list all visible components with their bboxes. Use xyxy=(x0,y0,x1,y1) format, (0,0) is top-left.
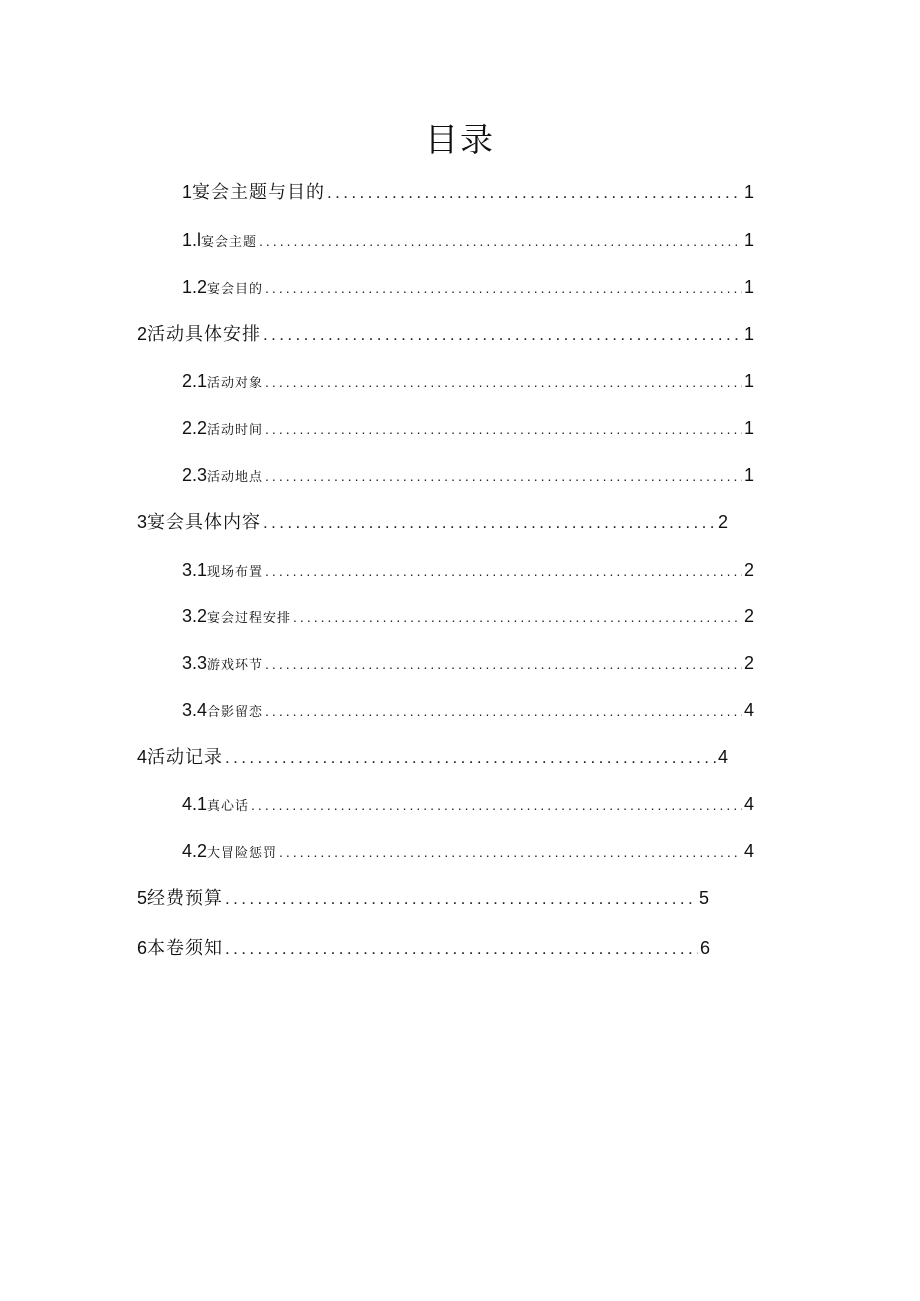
toc-entry[interactable] xyxy=(182,178,754,206)
toc-entry[interactable] xyxy=(182,790,754,818)
toc-entry-page: 4 xyxy=(743,700,754,720)
toc-entry-page: 1 xyxy=(743,371,754,391)
toc-entry-page: 1 xyxy=(743,324,754,344)
toc-entry-label: 本卷须知 xyxy=(147,938,224,959)
toc-entry-number: 3.2 xyxy=(182,606,208,626)
toc-entry[interactable] xyxy=(137,508,728,536)
toc-entry-number: 4.2 xyxy=(182,841,208,861)
toc-entry[interactable] xyxy=(137,934,710,962)
toc-entry-label: 活动地点 xyxy=(207,470,264,485)
toc-entry-label: 真心话 xyxy=(207,799,250,814)
toc-entry-page: 5 xyxy=(698,888,709,908)
toc-entry[interactable] xyxy=(182,556,754,584)
toc-leader-dots xyxy=(261,509,716,536)
toc-leader-dots xyxy=(257,227,742,254)
toc-entry-page: 1 xyxy=(743,230,754,250)
toc-title: 目录 xyxy=(425,120,495,159)
toc-entry-number: 1 xyxy=(182,182,193,202)
toc-leader-dots xyxy=(263,274,742,301)
toc-entry-label: 游戏环节 xyxy=(207,658,264,673)
toc-entry-number: 4.1 xyxy=(182,794,208,814)
toc-entry-number: 2.3 xyxy=(182,465,208,485)
toc-leader-dots xyxy=(223,935,698,962)
toc-leader-dots xyxy=(261,321,742,348)
toc-entry-label: 宴会目的 xyxy=(207,282,264,297)
toc-entry[interactable] xyxy=(182,226,754,254)
toc-entry-page: 2 xyxy=(743,606,754,626)
toc-entry[interactable] xyxy=(182,602,754,630)
toc-leader-dots xyxy=(325,179,742,206)
toc-entry-page: 1 xyxy=(743,418,754,438)
toc-entry[interactable] xyxy=(182,837,754,865)
toc-entry-number: 2 xyxy=(137,324,148,344)
toc-entry-label: 大冒险惩罚 xyxy=(207,846,278,861)
toc-entry-number: 2.1 xyxy=(182,371,208,391)
toc-entry-number: 6 xyxy=(137,938,148,958)
toc-entry-page: 4 xyxy=(743,794,754,814)
toc-entry-page: 2 xyxy=(743,653,754,673)
toc-entry[interactable] xyxy=(182,461,754,489)
toc-leader-dots xyxy=(263,415,742,442)
toc-entry-page: 4 xyxy=(743,841,754,861)
toc-entry[interactable] xyxy=(137,320,754,348)
toc-entry-number: 3.4 xyxy=(182,700,208,720)
toc-entry-number: 4 xyxy=(137,747,148,767)
toc-entry-number: 5 xyxy=(137,888,148,908)
toc-entry[interactable] xyxy=(182,367,754,395)
toc-entry[interactable] xyxy=(182,696,754,724)
toc-leader-dots xyxy=(263,650,742,677)
toc-entry-label: 宴会具体内容 xyxy=(147,512,262,533)
toc-entry[interactable] xyxy=(182,273,754,301)
toc-entry[interactable] xyxy=(182,414,754,442)
toc-leader-dots xyxy=(223,744,716,771)
toc-entry-label: 宴会过程安排 xyxy=(207,611,292,626)
toc-leader-dots xyxy=(263,462,742,489)
toc-entry-number: 2.2 xyxy=(182,418,208,438)
toc-entry-label: 宴会主题与目的 xyxy=(192,182,326,203)
toc-entry-number: 3.3 xyxy=(182,653,208,673)
toc-entry-page: 1 xyxy=(743,277,754,297)
toc-leader-dots xyxy=(249,791,742,818)
toc-entry-label: 活动具体安排 xyxy=(147,324,262,345)
toc-entry-number: 3.1 xyxy=(182,560,208,580)
toc-entry-label: 活动记录 xyxy=(147,747,224,768)
toc-entry-page: 2 xyxy=(743,560,754,580)
toc-leader-dots xyxy=(263,697,742,724)
toc-entry[interactable] xyxy=(137,743,728,771)
toc-entry-label: 经费预算 xyxy=(147,888,224,909)
toc-leader-dots xyxy=(277,838,742,865)
toc-leader-dots xyxy=(263,368,742,395)
toc-entry-number: 3 xyxy=(137,512,148,532)
toc-entry-page: 6 xyxy=(699,938,710,958)
toc-leader-dots xyxy=(291,603,742,630)
toc-entry-label: 合影留恋 xyxy=(207,705,264,720)
toc-entry-page: 1 xyxy=(743,465,754,485)
toc-entry-page: 1 xyxy=(743,182,754,202)
toc-leader-dots xyxy=(223,885,697,912)
toc-entry-number: 1.l xyxy=(182,230,202,250)
toc-entry-number: 1.2 xyxy=(182,277,208,297)
toc-leader-dots xyxy=(263,557,742,584)
toc-entry[interactable] xyxy=(182,649,754,677)
toc-entry-label: 现场布置 xyxy=(207,565,264,580)
toc-entry-page: 4 xyxy=(717,747,728,767)
toc-entry[interactable] xyxy=(137,884,709,912)
toc-entry-page: 2 xyxy=(717,512,728,532)
toc-entry-label: 宴会主题 xyxy=(201,235,258,250)
toc-entry-label: 活动时间 xyxy=(207,423,264,438)
toc-entry-label: 活动对象 xyxy=(207,376,264,391)
